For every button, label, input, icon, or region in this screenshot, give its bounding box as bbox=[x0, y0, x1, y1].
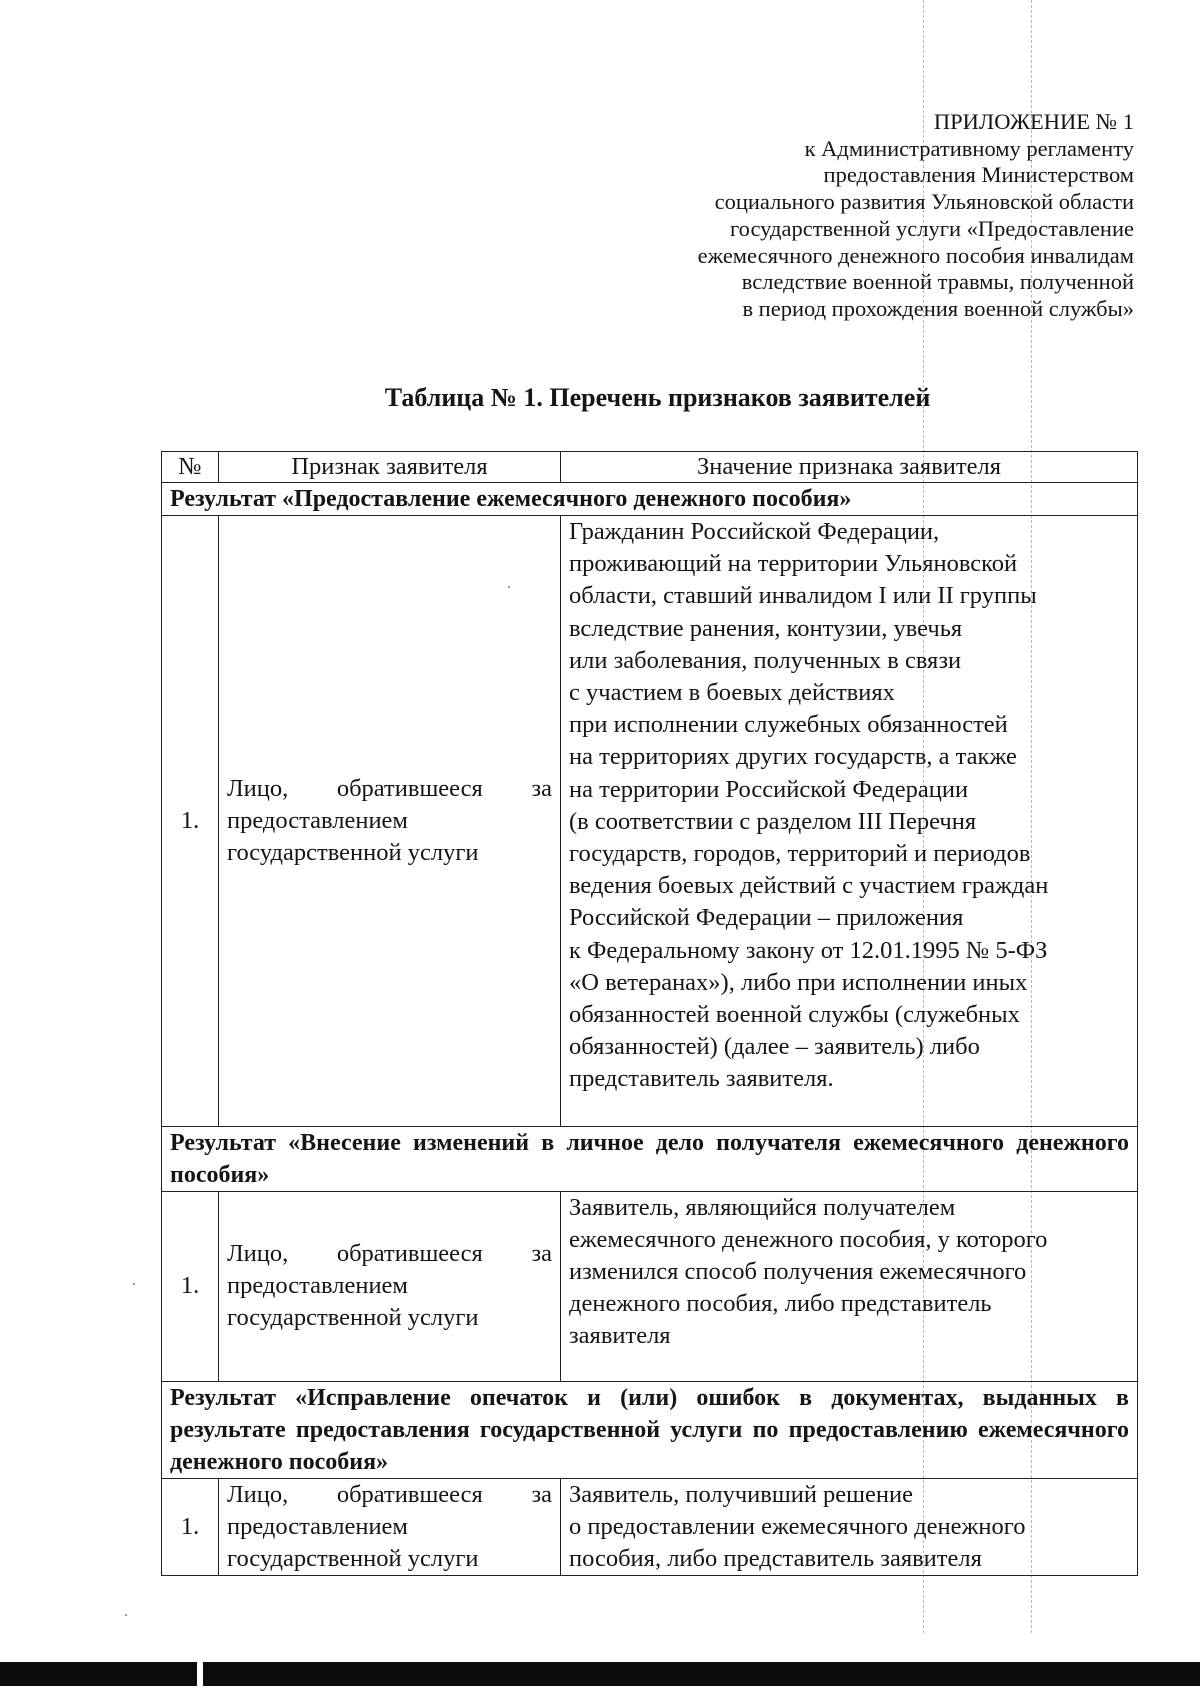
value-line: изменился способ получения ежемесячного bbox=[569, 1258, 1027, 1286]
value-line: при исполнении служебных обязанностей bbox=[569, 711, 1008, 739]
table-row bbox=[162, 516, 1138, 1127]
table-header-row bbox=[162, 452, 1138, 483]
scan-edge-bar bbox=[0, 1662, 1200, 1686]
value-line: заявителя bbox=[569, 1322, 671, 1350]
value-line: денежного пособия, либо представитель bbox=[569, 1290, 992, 1318]
row-value bbox=[561, 516, 1138, 1127]
value-line: государств, городов, территорий и периодов bbox=[569, 840, 1031, 868]
value-line: Заявитель, получивший решение bbox=[569, 1480, 914, 1508]
value-line: обязанностей) (далее – заявитель) либо bbox=[569, 1033, 980, 1061]
value-line: к Федеральному закону от 12.01.1995 № 5-ФЗ bbox=[569, 936, 1048, 964]
applicant-attributes-table bbox=[161, 451, 1138, 1576]
scan-speck bbox=[125, 1614, 127, 1616]
row-number: 1. bbox=[162, 1191, 219, 1381]
value-line: области, ставший инвалидом I или II группы bbox=[569, 582, 1037, 610]
value-line: на территории Российской Федерации bbox=[569, 775, 969, 803]
header-value: Значение признака заявителя bbox=[561, 452, 1138, 483]
row-attribute: Лицо, обратившееся за предоставлением государственной услуги bbox=[219, 1191, 561, 1381]
appendix-line: ежемесячного денежного пособия инвалидам bbox=[697, 242, 1134, 268]
value-line: ведения боевых действий с участием граждан bbox=[569, 872, 1049, 900]
row-value bbox=[561, 1191, 1138, 1381]
value-line: Российской Федерации – приложения bbox=[569, 904, 964, 932]
value-line: на территориях других государств, а также bbox=[569, 743, 1017, 771]
value-line: представитель заявителя. bbox=[569, 1065, 834, 1093]
table-row bbox=[162, 1191, 1138, 1381]
value-line: Гражданин Российской Федерации, bbox=[569, 518, 940, 545]
appendix-line: к Административному регламенту bbox=[804, 135, 1134, 161]
value-line: о предоставлении ежемесячного денежного bbox=[569, 1512, 1026, 1540]
row-attribute: Лицо, обратившееся за предоставлением государственной услуги bbox=[219, 1478, 561, 1576]
appendix-line: государственной услуги «Предоставление bbox=[730, 215, 1134, 241]
row-value bbox=[561, 1478, 1138, 1576]
section-heading-row bbox=[162, 1381, 1138, 1478]
value-line: вследствие ранения, контузии, увечья bbox=[569, 614, 963, 642]
value-line: ежемесячного денежного пособия, у которого bbox=[569, 1225, 1048, 1253]
appendix-line: предоставления Министерством bbox=[823, 162, 1134, 188]
section-heading-row bbox=[162, 483, 1138, 516]
table-row bbox=[162, 1478, 1138, 1576]
value-line: проживающий на территории Ульяновской bbox=[569, 550, 1018, 578]
appendix-line: вследствие военной травмы, полученной bbox=[741, 269, 1134, 295]
value-line: «О ветеранах»), либо при исполнении иных bbox=[569, 968, 1028, 996]
row-number: 1. bbox=[162, 1478, 219, 1576]
appendix-line: социального развития Ульяновской области bbox=[714, 189, 1134, 215]
table-title: Таблица № 1. Перечень признаков заявителей bbox=[384, 383, 931, 412]
section-heading: Результат «Исправление опечаток и (или) ошибок в документах, выданных в результате предоставления государственной услуги по предоставлению ежемесячного денежного пособия» bbox=[162, 1381, 1138, 1478]
appendix-header bbox=[698, 109, 1134, 323]
value-line: с участием в боевых действиях bbox=[569, 679, 895, 707]
value-line: Заявитель, являющийся получателем bbox=[569, 1193, 956, 1221]
appendix-line: ПРИЛОЖЕНИЕ № 1 bbox=[933, 109, 1134, 134]
value-line: или заболевания, полученных в связи bbox=[569, 646, 962, 674]
value-line: пособия, либо представитель заявителя bbox=[569, 1545, 982, 1573]
section-heading: Результат «Внесение изменений в личное дело получателя ежемесячного денежного пособия» bbox=[162, 1126, 1138, 1191]
row-attribute: Лицо, обратившееся за предоставлением государственной услуги bbox=[219, 516, 561, 1127]
row-number: 1. bbox=[162, 516, 219, 1127]
header-attribute: Признак заявителя bbox=[219, 452, 561, 483]
section-heading: Результат «Предоставление ежемесячного денежного пособия» bbox=[162, 483, 1138, 516]
value-line: (в соответствии с разделом III Перечня bbox=[569, 807, 977, 835]
appendix-line: в период прохождения военной службы» bbox=[742, 295, 1134, 321]
scan-edge-gap bbox=[197, 1662, 203, 1686]
scan-speck bbox=[133, 1283, 135, 1285]
value-line: обязанностей военной службы (служебных bbox=[569, 1001, 1020, 1029]
section-heading-row bbox=[162, 1126, 1138, 1191]
header-number: № bbox=[162, 452, 219, 483]
